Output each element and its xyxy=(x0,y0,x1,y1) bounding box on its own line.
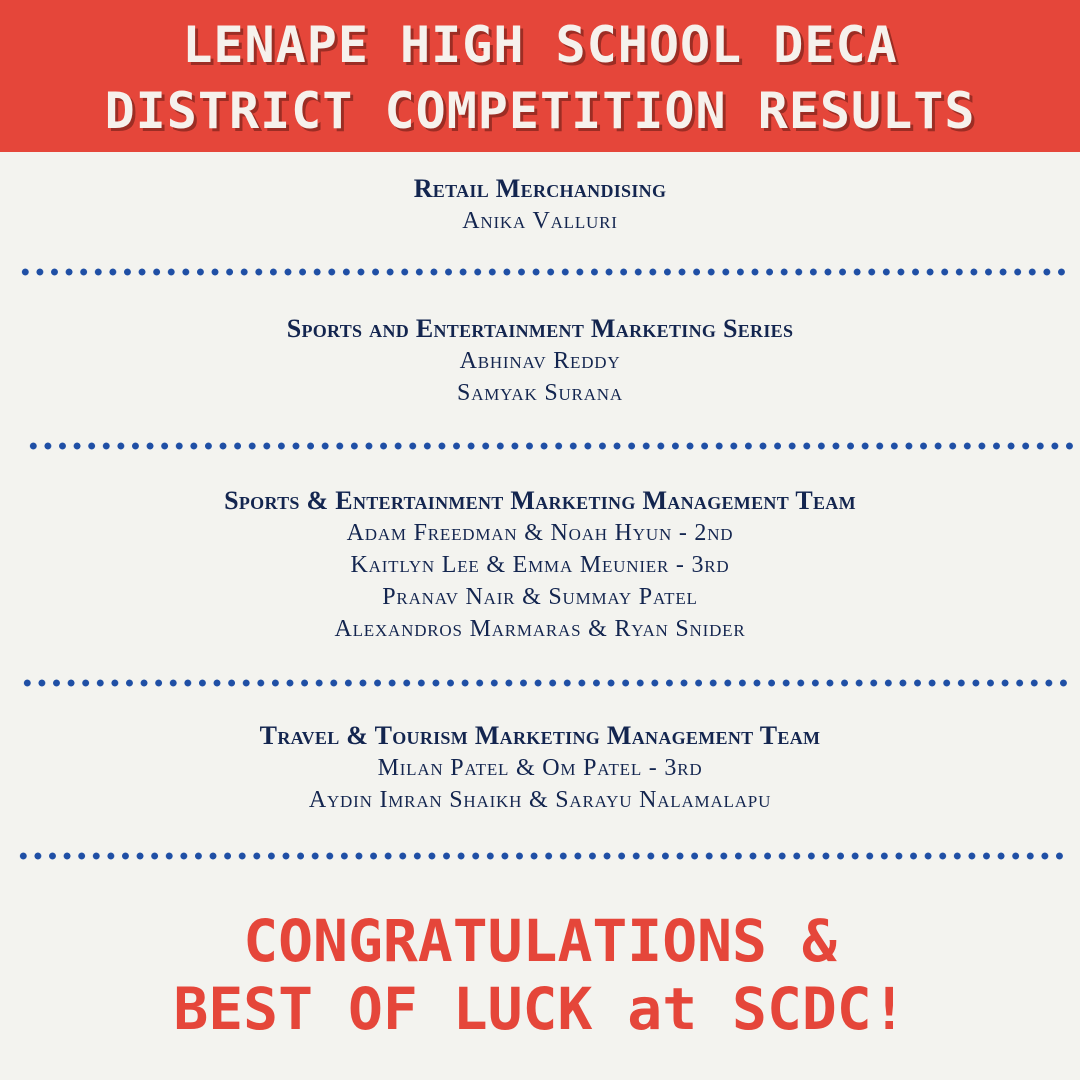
dotted-divider xyxy=(26,442,1074,450)
closing-message-line-1: CONGRATULATIONS & xyxy=(243,907,837,975)
section-title: Retail Merchandising xyxy=(413,174,667,203)
dotted-divider xyxy=(18,268,1070,276)
section-sports-entertainment-series xyxy=(0,313,1080,409)
header-banner xyxy=(0,0,1080,152)
competitor-name: Pranav Nair & Summay Patel xyxy=(382,584,698,610)
dotted-divider xyxy=(20,679,1070,687)
competitor-name: Samyak Surana xyxy=(457,380,623,406)
section-title: Sports & Entertainment Marketing Management Team xyxy=(224,486,856,515)
competitor-name: Aydin Imran Shaikh & Sarayu Nalamalapu xyxy=(308,787,772,813)
competitor-name: Kaitlyn Lee & Emma Meunier - 3rd xyxy=(350,552,730,578)
competitor-name: Anika Valluri xyxy=(462,208,618,234)
section-title: Travel & Tourism Marketing Management Team xyxy=(259,721,821,750)
header-title-line-2: DISTRICT COMPETITION RESULTS xyxy=(104,82,976,140)
section-title: Sports and Entertainment Marketing Series xyxy=(286,314,794,343)
section-retail-merchandising xyxy=(0,173,1080,237)
competitor-name: Milan Patel & Om Patel - 3rd xyxy=(377,755,703,781)
section-sports-entertainment-team xyxy=(0,485,1080,645)
competitor-name: Alexandros Marmaras & Ryan Snider xyxy=(334,616,746,642)
competitor-name: Abhinav Reddy xyxy=(459,348,621,374)
header-title-line-1: LENAPE HIGH SCHOOL DECA xyxy=(182,16,898,74)
closing-message-line-2: BEST OF LUCK at SCDC! xyxy=(173,975,907,1043)
competitor-name: Adam Freedman & Noah Hyun - 2nd xyxy=(346,520,734,546)
dotted-divider xyxy=(16,852,1068,860)
section-travel-tourism-team xyxy=(0,720,1080,816)
